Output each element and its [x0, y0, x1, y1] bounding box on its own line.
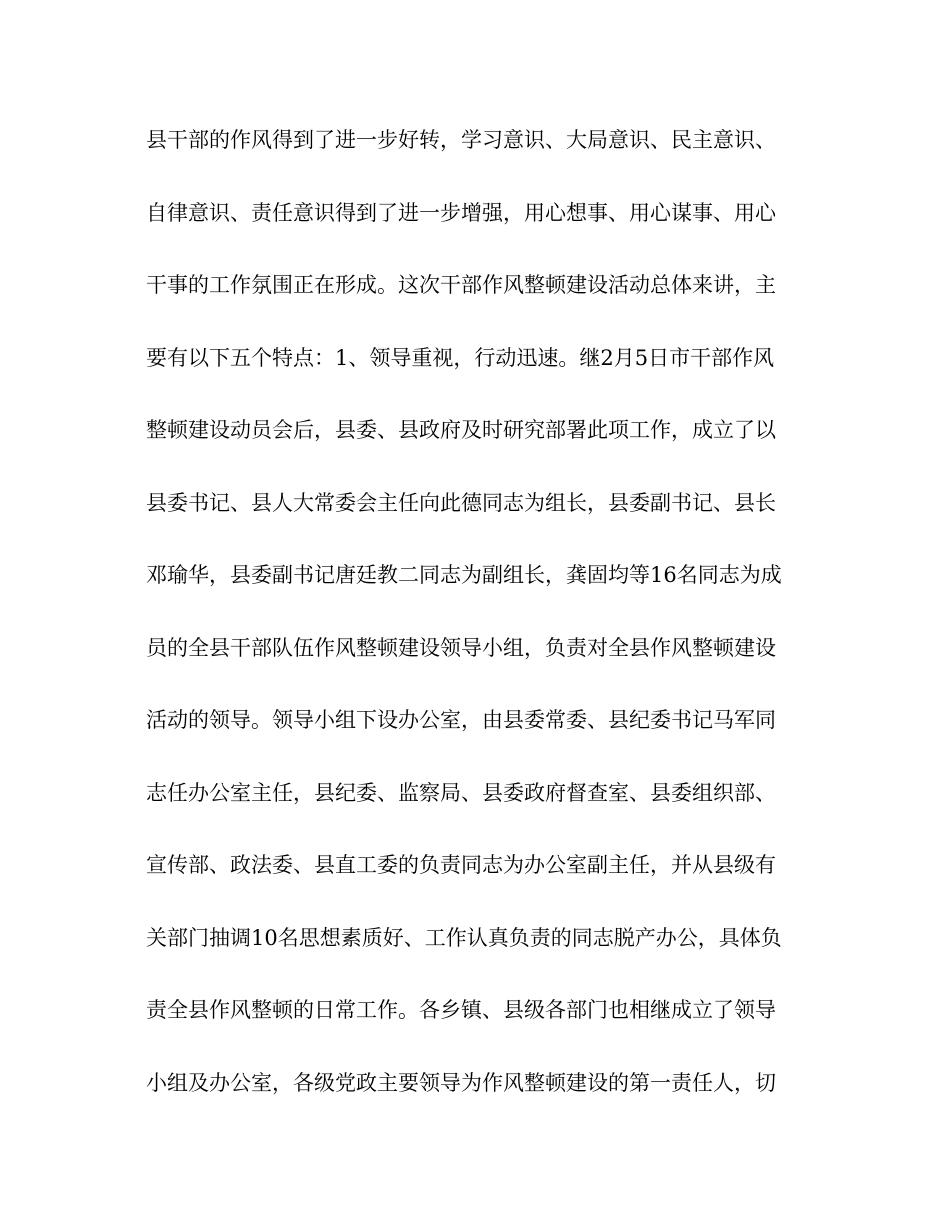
text-line-12: 关部门抽调10名思想素质好、工作认真负责的同志脱产办公，具体负: [146, 925, 782, 950]
text-line-14: 小组及办公室，各级党政主要领导为作风整顿建设的第一责任人，切: [146, 1070, 776, 1095]
body-paragraph: [146, 118, 818, 1133]
text-line-13: 责全县作风整顿的日常工作。各乡镇、县级各部门也相继成立了领导: [146, 998, 776, 1022]
text-line-8: 员的全县干部队伍作风整顿建设领导小组，负责对全县作风整顿建设: [146, 635, 776, 660]
text-line-6: 县委书记、县人大常委会主任向此德同志为组长，县委副书记、县长: [146, 490, 776, 515]
text-line-11: 宣传部、政法委、县直工委的负责同志为办公室副主任，并从县级有: [146, 853, 776, 877]
text-line-1: 县干部的作风得到了进一步好转，学习意识、大局意识、民主意识、: [146, 128, 776, 152]
text-line-10: 志任办公室主任，县纪委、监察局、县委政府督查室、县委组织部、: [146, 780, 776, 805]
text-line-5: 整顿建设动员会后，县委、县政府及时研究部署此项工作，成立了以: [146, 418, 776, 442]
text-line-2: 自律意识、责任意识得到了进一步增强，用心想事、用心谋事、用心: [146, 200, 776, 225]
text-line-3: 干事的工作氛围正在形成。这次干部作风整顿建设活动总体来讲，主: [146, 273, 776, 297]
text-line-9: 活动的领导。领导小组下设办公室，由县委常委、县纪委书记马军同: [146, 708, 776, 732]
text-line-4: 要有以下五个特点：1、领导重视，行动迅速。继2月5日市干部作风: [146, 345, 775, 370]
text-line-7: 邓瑜华，县委副书记唐廷教二同志为副组长，龚固均等16名同志为成: [146, 563, 782, 587]
